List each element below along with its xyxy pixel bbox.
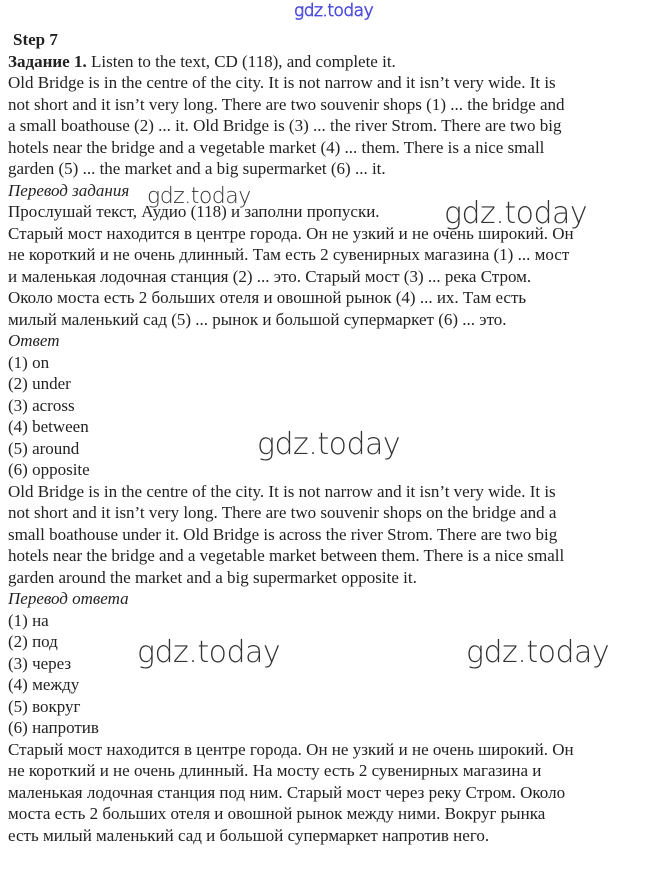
answer-translation-item: (5) вокруг — [8, 696, 81, 716]
task-translation-line: не короткий и не очень длинный. Там есть 2 сувенирных магазина (1) ... мост — [8, 245, 570, 264]
watermark-top: gdz.today — [294, 1, 374, 21]
answer-translation-item: (2) под — [8, 632, 58, 651]
answer-translation-line: есть милый маленький сад и большой супермаркет напротив него. — [8, 825, 490, 845]
answer-translation-line: Старый мост находится в центре города. Он не узкий и не очень широкий. Он — [8, 739, 574, 759]
answer-translation-line: маленькая лодочная станция под ним. Старый мост через реку Стром. Около — [8, 782, 566, 802]
answer-text-line: Old Bridge is in the centre of the city. It is not narrow and it isn’t very wide. It is — [8, 481, 556, 501]
task-text-line: hotels near the bridge and a vegetable market (4) ... them. There is a nice small — [8, 137, 545, 157]
answer-heading: Ответ — [8, 331, 60, 350]
answer-translation-line: моста есть 2 больших отеля и овошной рынок между ними. Вокруг рынка — [8, 804, 546, 823]
task-header — [8, 51, 574, 73]
answer-translation-item: (6) напротив — [8, 718, 99, 737]
task-text-line: garden (5) ... the market and a big supermarket (6) ... it. — [8, 159, 386, 178]
watermark: gdz.today — [147, 184, 251, 209]
answer-item: (3) across — [8, 395, 75, 415]
task-text-line: not short and it isn’t very long. There are two souvenir shops (1) ... the bridge and — [8, 94, 565, 114]
answer-text-line: not short and it isn’t very long. There are two souvenir shops on the bridge and a — [8, 503, 557, 522]
watermark: gdz.today — [137, 635, 281, 670]
answer-item: (6) opposite — [8, 460, 90, 479]
task-translation-line: и маленькая лодочная станция (2) ... это. Старый мост (3) ... река Стром. — [8, 266, 532, 286]
answer-item: (4) between — [8, 417, 89, 436]
task-translation-line: Старый мост находится в центре города. Он не узкий и не очень широкий. Он — [8, 223, 574, 243]
answer-translation-item: (3) через — [8, 653, 72, 673]
task-translation-instruction: Прослушай текст, Аудио (118) и заполни пропуски. — [8, 202, 380, 221]
task-text-line: a small boathouse (2) ... it. Old Bridge is (3) ... the river Strom. There are two big — [8, 116, 562, 135]
answer-item: (5) around — [8, 438, 80, 458]
answer-text-line: small boathouse under it. Old Bridge is across the river Strom. There are two big — [8, 524, 558, 544]
answer-translation-heading: Перевод ответа — [8, 589, 129, 608]
answer-text-line: hotels near the bridge and a vegetable market between them. There is a nice small — [8, 546, 565, 565]
task-label: Задание 1. — [8, 51, 87, 71]
task-translation-line: милый маленький сад (5) ... рынок и большой супермаркет (6) ... это. — [8, 309, 507, 329]
answer-translation-line: не короткий и не очень длинный. На мосту есть 2 сувенирных магазина и — [8, 761, 542, 780]
task-instruction: Listen to the text, CD (118), and complete it. — [86, 51, 396, 71]
answer-text-line: garden around the market and a big supermarket opposite it. — [8, 567, 417, 587]
watermark: gdz.today — [466, 635, 610, 670]
task-translation-line: Около моста есть 2 больших отеля и овошной рынок (4) ... их. Там есть — [8, 288, 527, 307]
watermark: gdz.today — [444, 196, 588, 231]
answer-translation-item: (1) на — [8, 610, 49, 630]
watermark: gdz.today — [257, 427, 401, 462]
answer-item: (1) on — [8, 352, 50, 372]
task-translation-heading: Перевод задания — [8, 180, 130, 200]
step-title: Step 7 — [13, 30, 58, 49]
task-text-line: Old Bridge is in the centre of the city. It is not narrow and it isn’t very wide. It is — [8, 73, 556, 92]
answer-translation-item: (4) между — [8, 675, 80, 694]
answer-item: (2) under — [8, 374, 71, 393]
